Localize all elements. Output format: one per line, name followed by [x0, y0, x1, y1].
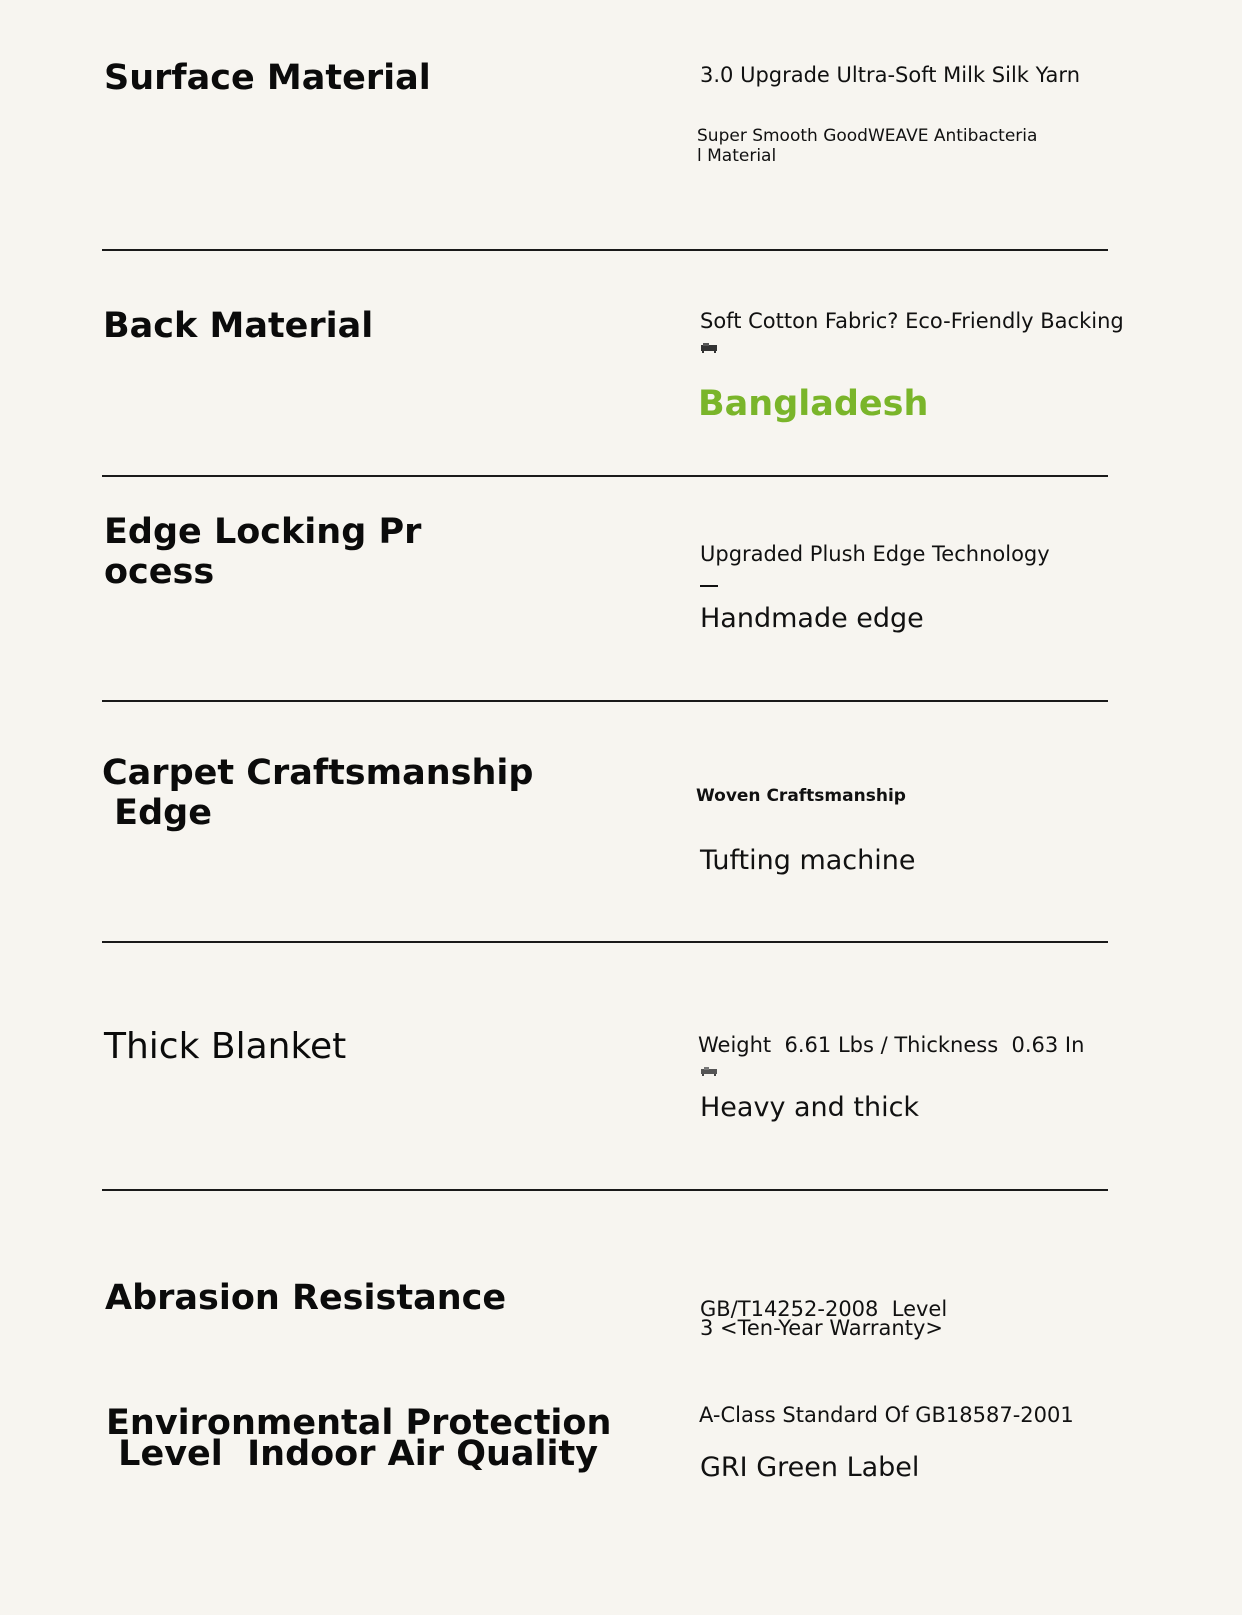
label-abrasion-resistance: Abrasion Resistance: [105, 1278, 507, 1318]
label-thick-blanket: Thick Blanket: [104, 1026, 347, 1067]
value-surface-yarn: 3.0 Upgrade Ultra-Soft Milk Silk Yarn: [700, 63, 1080, 87]
divider: [102, 1189, 1108, 1191]
value-back-fabric: Soft Cotton Fabric? Eco-Friendly Backing: [700, 309, 1124, 333]
value-abrasion-standard: GB/T14252-2008 Level 3 <Ten-Year Warranty>: [700, 1297, 948, 1340]
value-craft-woven: Woven Craftsmanship: [696, 786, 906, 806]
divider: [102, 700, 1108, 702]
machine-icon: [700, 1066, 718, 1076]
value-env-standard: A-Class Standard Of GB18587-2001: [699, 1403, 1074, 1427]
label-environmental-protection: Environmental Protection Level Indoor Air Quality: [106, 1403, 612, 1474]
value-surface-antibacterial: Super Smooth GoodWEAVE Antibacteria l Material: [697, 126, 1038, 166]
value-back-origin: Bangladesh: [698, 384, 929, 424]
label-back-material: Back Material: [103, 306, 374, 346]
dash-icon: [700, 585, 718, 587]
divider: [102, 249, 1108, 251]
machine-icon: [700, 343, 718, 353]
value-weight-thickness: Weight 6.61 Lbs / Thickness 0.63 In: [698, 1033, 1085, 1057]
label-carpet-craftsmanship: Carpet Craftsmanship Edge: [102, 753, 534, 833]
value-edge-handmade: Handmade edge: [700, 603, 924, 634]
label-edge-locking: Edge Locking Pr ocess: [104, 512, 422, 592]
value-env-label: GRI Green Label: [700, 1452, 920, 1483]
divider: [102, 941, 1108, 943]
value-heavy-thick: Heavy and thick: [700, 1092, 920, 1123]
value-craft-tufting: Tufting machine: [700, 845, 916, 876]
value-edge-technology: Upgraded Plush Edge Technology: [700, 542, 1050, 566]
label-surface-material: Surface Material: [104, 58, 431, 98]
divider: [102, 475, 1108, 477]
